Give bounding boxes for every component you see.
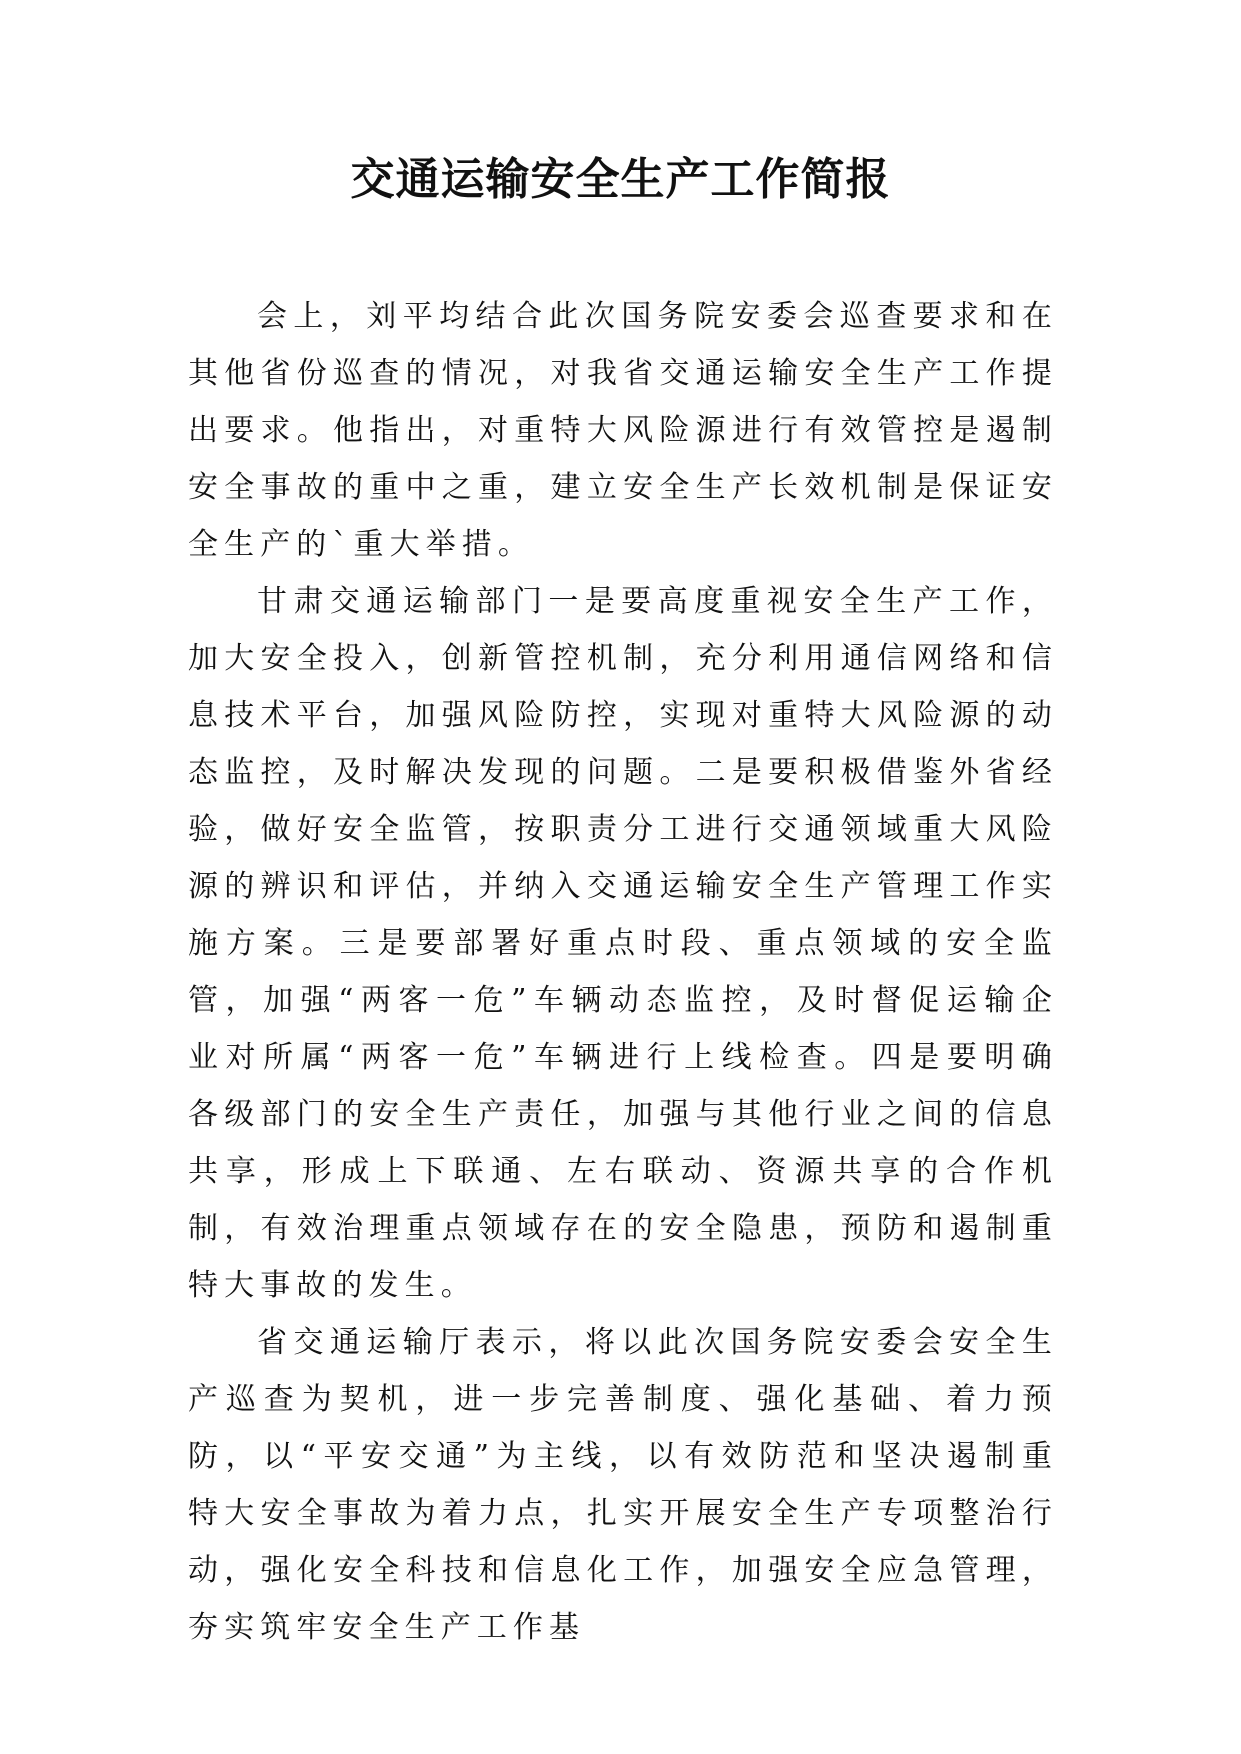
paragraph-1: 会上，刘平均结合此次国务院安委会巡查要求和在其他省份巡查的情况，对我省交通运输安全生产工作提出要求。他指出，对重特大风险源进行有效管控是遏制安全事故的重中之重，建立安全生产长效机制是保证安全生产的`重大举措。 [188,299,1058,562]
paragraph-2: 甘肃交通运输部门一是要高度重视安全生产工作，加大安全投入，创新管控机制，充分利用通信网络和信息技术平台，加强风险防控，实现对重特大风险源的动态监控，及时解决发现的问题。二是要积极借鉴外省经验，做好安全监管，按职责分工进行交通领域重大风险源的辨识和评估，并纳入交通运输安全生产管理工作实施方案。三是要部署好重点时段、重点领域的安全监管，加强“两客一危”车辆动态监控，及时督促运输企业对所属“两客一危”车辆进行上线检查。四是要明确各级部门的安全生产责任，加强与其他行业之间的信息共享，形成上下联通、左右联动、资源共享的合作机制，有效治理重点领域存在的安全隐患，预防和遏制重特大事故的发生。 [188,584,1058,1303]
document-title: 交通运输安全生产工作简报 [350,154,891,205]
paragraph-3: 省交通运输厅表示，将以此次国务院安委会安全生产巡查为契机，进一步完善制度、强化基础、着力预防，以“平安交通”为主线，以有效防范和坚决遏制重特大安全事故为着力点，扎实开展安全生产专项整治行动，强化安全科技和信息化工作，加强安全应急管理，夯实筑牢安全生产工作基 [188,1325,1058,1645]
document-body [188,288,1058,1656]
